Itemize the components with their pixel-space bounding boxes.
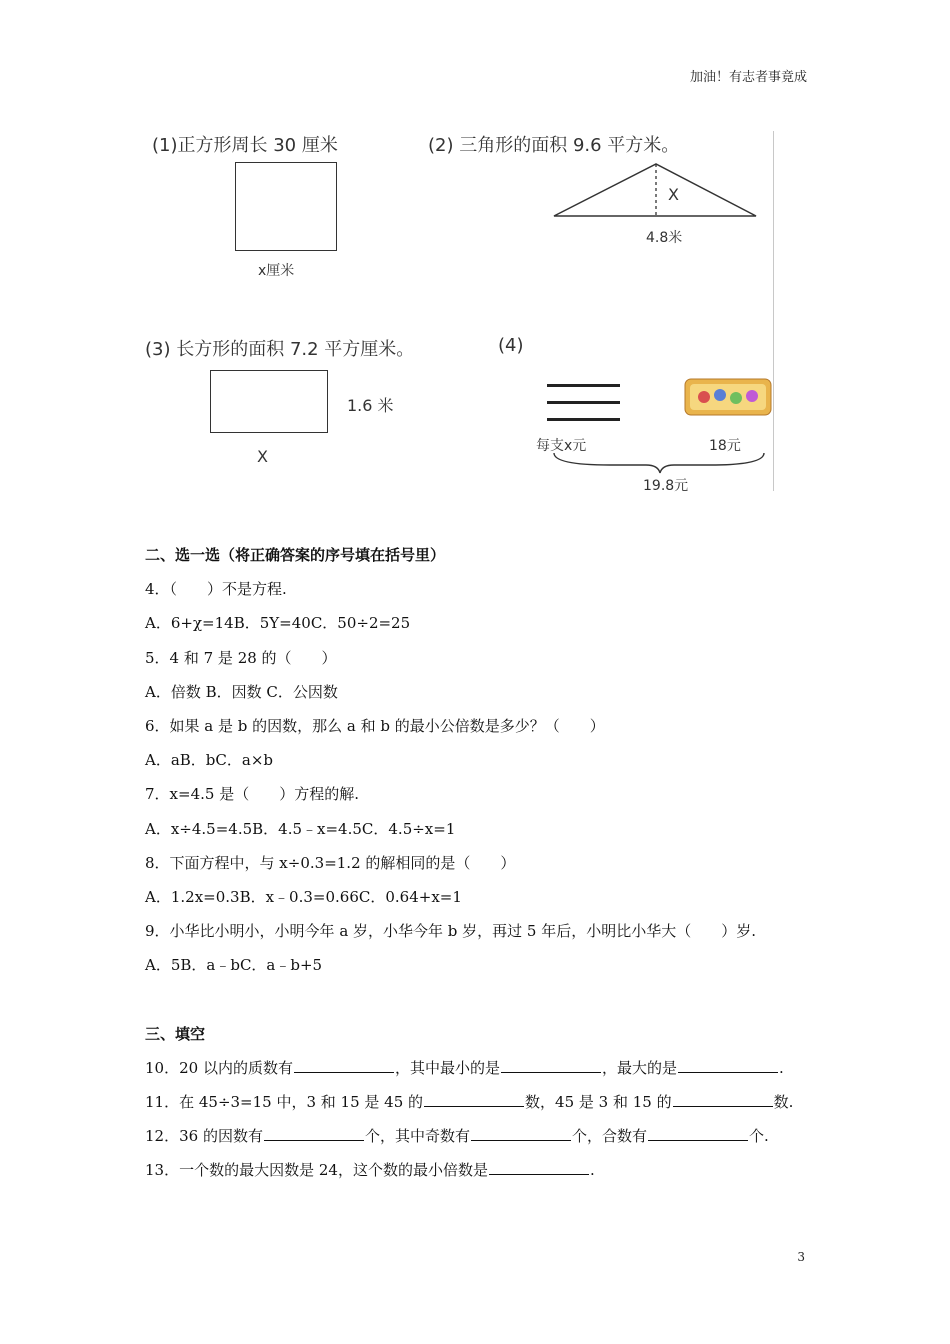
q12-blank-3[interactable] <box>648 1126 748 1141</box>
q10-line <box>145 1051 815 1085</box>
q6-options: A．aB．bC．a×b <box>145 751 273 770</box>
q7-stem: 7．x=4.5 是（ ）方程的解. <box>145 785 359 804</box>
page-number: 3 <box>797 1250 805 1264</box>
q4-options: A．6+χ=14B．5Y=40C．50÷2=25 <box>145 614 411 633</box>
q4-total-label: 19.8元 <box>643 478 689 494</box>
q12-line <box>145 1119 815 1153</box>
q1-caption: (1)正方形周长 30 厘米 <box>152 135 338 156</box>
q13-line <box>145 1153 815 1187</box>
q8-options: A．1.2x=0.3B．x﹣0.3=0.66C．0.64+x=1 <box>145 887 462 906</box>
q10-text-1: 10．20 以内的质数有 <box>145 1058 293 1077</box>
q11-line <box>145 1085 815 1119</box>
q12-text-4: 个. <box>748 1127 769 1146</box>
section-gap <box>145 982 815 1016</box>
q10-blank-2[interactable] <box>501 1058 601 1073</box>
q11-blank-2[interactable] <box>673 1092 773 1107</box>
q13-blank-1[interactable] <box>489 1160 589 1175</box>
q4-box-label: 18元 <box>709 438 741 454</box>
pen-line-1 <box>547 384 620 387</box>
q10-blank-1[interactable] <box>294 1058 394 1073</box>
figure-diagrams <box>140 125 780 495</box>
q12-text-1: 12．36 的因数有 <box>145 1127 263 1146</box>
pen-line-2 <box>547 401 620 404</box>
q9-stem: 9．小华比小明小，小明今年 a 岁，小华今年 b 岁，再过 5 年后，小明比小华大（ ）岁. <box>145 922 757 941</box>
rectangle-shape <box>210 370 328 433</box>
q3-bottom-label: X <box>257 447 268 466</box>
q10-text-4: . <box>778 1058 784 1077</box>
q6-stem: 6．如果 a 是 b 的因数，那么 a 和 b 的最小公倍数是多少？（ ） <box>145 716 605 735</box>
q9-options: A．5B．a﹣bC．a﹣b+5 <box>145 956 323 975</box>
q11-text-1: 11．在 45÷3=15 中，3 和 15 是 45 的 <box>145 1093 424 1111</box>
q2-caption: (2) 三角形的面积 9.6 平方米。 <box>428 135 680 156</box>
question-content <box>145 538 815 1188</box>
q12-blank-2[interactable] <box>471 1126 571 1141</box>
q2-height-label: X <box>668 185 679 204</box>
q10-blank-3[interactable] <box>678 1058 778 1073</box>
pen-line-3 <box>547 418 620 421</box>
q7-options: A．x÷4.5=4.5B．4.5﹣x=4.5C．4.5÷x=1 <box>145 819 456 838</box>
q5-options: A．倍数 B．因数 C．公因数 <box>145 682 338 701</box>
q3-side-label: 1.6 米 <box>347 396 394 415</box>
q4-caption: (4) <box>498 335 524 356</box>
q4-pen-label: 每支x元 <box>536 438 587 454</box>
section2-title: 二、选一选（将正确答案的序号填在括号里） <box>145 546 446 564</box>
q2-base-label: 4.8米 <box>646 230 683 246</box>
q11-text-3: 数. <box>773 1093 794 1111</box>
header-slogan: 加油！有志者事竟成 <box>689 70 807 85</box>
q13-text-1: 13．一个数的最大因数是 24，这个数的最小倍数是 <box>145 1161 488 1180</box>
q3-caption: (3) 长方形的面积 7.2 平方厘米。 <box>145 339 415 360</box>
q10-text-3: ，最大的是 <box>601 1058 677 1077</box>
q5-stem: 5．4 和 7 是 28 的（ ） <box>145 648 337 667</box>
q11-blank-1[interactable] <box>424 1092 524 1107</box>
q12-text-3: 个，合数有 <box>571 1127 647 1146</box>
square-shape <box>235 162 337 251</box>
total-brace <box>550 451 770 475</box>
triangle-shape <box>550 160 760 220</box>
q8-stem: 8．下面方程中，与 x÷0.3=1.2 的解相同的是（ ） <box>145 853 516 872</box>
pencil-box-image <box>684 378 774 418</box>
section3-title: 三、填空 <box>145 1024 206 1043</box>
q11-text-2: 数，45 是 3 和 15 的 <box>525 1093 672 1111</box>
q12-blank-1[interactable] <box>264 1126 364 1141</box>
q10-text-2: ，其中最小的是 <box>394 1058 500 1077</box>
q4-stem: 4．（ ）不是方程. <box>145 580 287 599</box>
q13-text-2: . <box>589 1161 595 1180</box>
q12-text-2: 个，其中奇数有 <box>364 1127 470 1146</box>
q1-side-label: x厘米 <box>258 263 295 279</box>
divider-line <box>773 131 774 491</box>
